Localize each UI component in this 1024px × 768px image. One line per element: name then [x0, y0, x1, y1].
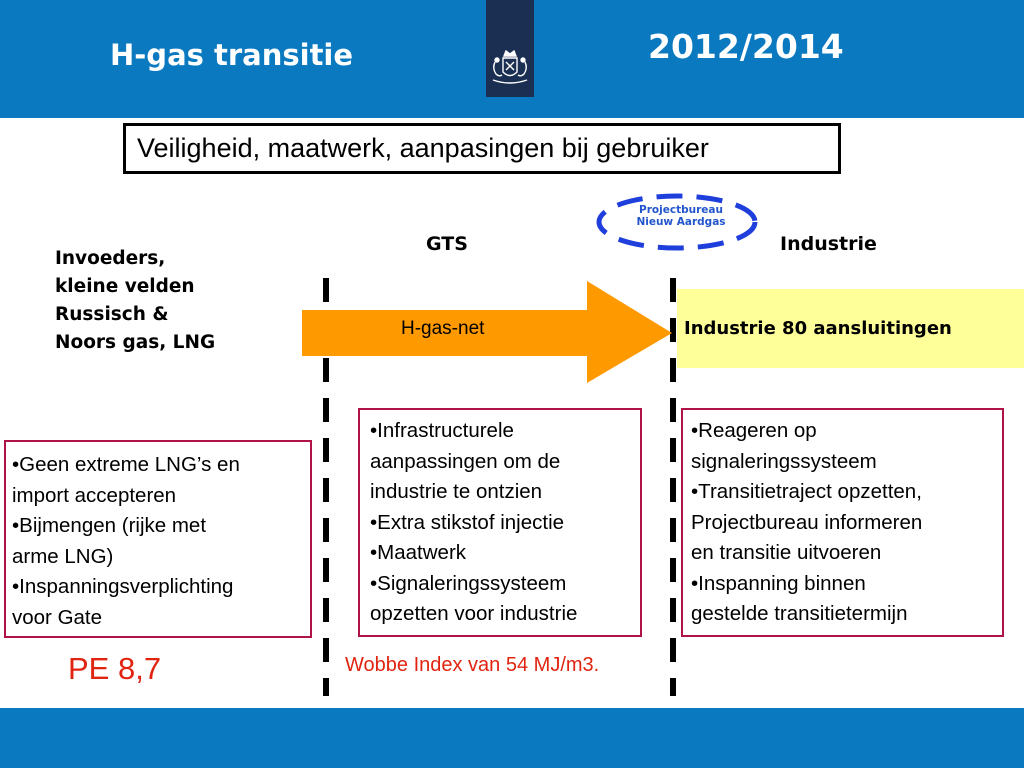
bullet-line: •Bijmengen (rijke met: [12, 514, 207, 537]
supplier-measures-box: [4, 440, 312, 638]
pe-value-label: PE 8,7: [68, 651, 162, 686]
slide-title: H-gas transitie: [110, 38, 354, 72]
industry-connections-label: Industrie 80 aansluitingen: [684, 318, 952, 339]
bullet-line: en transitie uitvoeren: [691, 541, 882, 564]
bullet-line: •Reageren op: [691, 419, 817, 442]
bullet-line: •Geen extreme LNG’s en: [12, 453, 240, 476]
bullet-line: industrie te ontzien: [370, 480, 543, 503]
projectbureau-line-2: Nieuw Aardgas: [636, 216, 726, 228]
bullet-line: •Extra stikstof injectie: [370, 510, 565, 534]
suppliers-line: kleine velden: [55, 276, 195, 297]
suppliers-line: Noors gas, LNG: [55, 332, 216, 353]
gts-measures-box: [358, 408, 642, 637]
column-label-industrie: Industrie: [780, 233, 877, 255]
suppliers-line: Russisch &: [55, 304, 169, 325]
rijksoverheid-crest-icon: [489, 48, 531, 88]
bullet-line: •Infrastructurele: [370, 419, 514, 442]
bullet-line: •Inspanning binnen: [691, 571, 866, 595]
bullet-line: gestelde transitietermijn: [691, 602, 908, 625]
subtitle-box: Veiligheid, maatwerk, aanpasingen bij gebruiker: [123, 123, 841, 174]
bullet-line: •Inspanningsverplichting: [12, 575, 234, 598]
projectbureau-label: [616, 204, 746, 228]
bullet-line: voor Gate: [12, 605, 103, 629]
bullet-line: opzetten voor industrie: [370, 602, 578, 625]
bullet-line: •Transitietraject opzetten,: [691, 480, 922, 503]
bullet-line: import accepteren: [12, 483, 177, 507]
suppliers-line: Invoeders,: [55, 248, 166, 269]
wobbe-index-label: Wobbe Index van 54 MJ/m3.: [345, 654, 600, 676]
logo-strip: [486, 0, 534, 97]
bullet-line: •Signaleringssysteem: [370, 571, 567, 595]
slide-year: 2012/2014: [648, 27, 844, 66]
bullet-line: aanpassingen om de: [370, 449, 561, 473]
header-bar: [0, 0, 1024, 118]
bullet-line: arme LNG): [12, 544, 114, 568]
suppliers-label: [55, 245, 215, 357]
bullet-line: Projectbureau informeren: [691, 510, 923, 534]
gas-flow-arrow: [302, 281, 674, 385]
footer-bar: [0, 708, 1024, 768]
bullet-line: signaleringssysteem: [691, 449, 877, 473]
bullet-line: •Maatwerk: [370, 541, 467, 564]
gas-network-label: H-gas-net: [401, 318, 485, 339]
industry-measures-box: [681, 408, 1004, 637]
projectbureau-line-1: Projectbureau: [639, 204, 723, 216]
column-label-gts: GTS: [426, 233, 468, 255]
